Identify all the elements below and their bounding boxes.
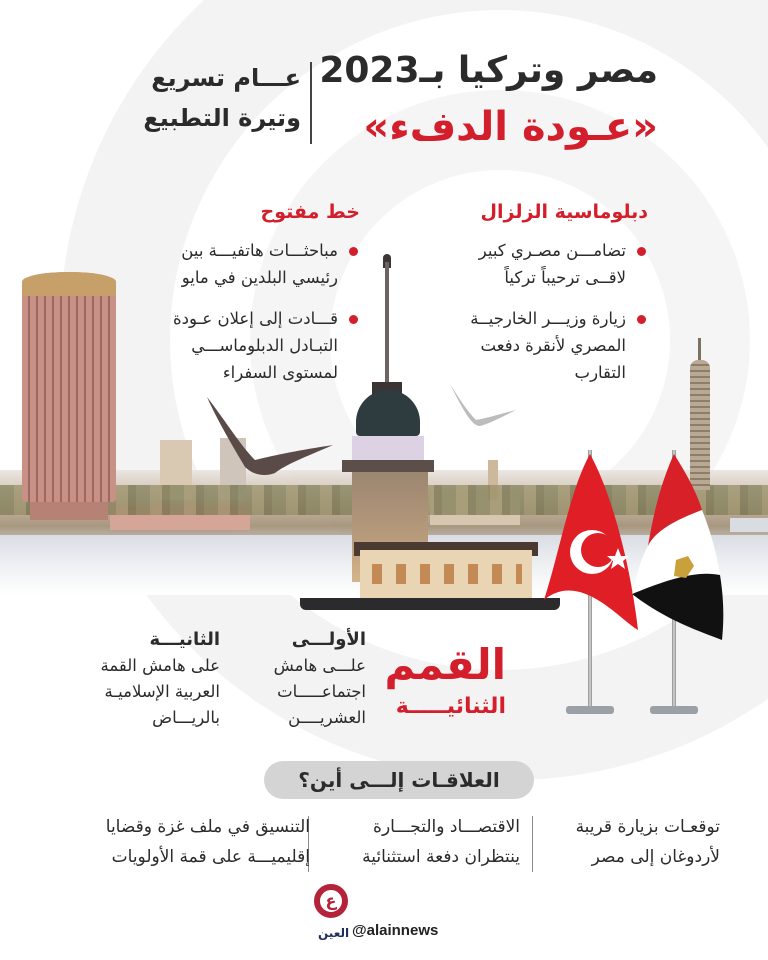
subtitle-line-2: وتيرة التطبيع (143, 104, 301, 132)
bullet-text: زيارة وزيـــر الخارجيــة (470, 309, 626, 328)
section-heading: دبلوماسية الزلزال (480, 201, 648, 223)
bullet-text: تضامـــن مصـري كبير (478, 241, 626, 260)
bullet-text: التبـادل الدبلوماســـي (191, 336, 338, 355)
summit-line: علـــى هامش (273, 656, 366, 675)
bullet-dot-icon (637, 247, 646, 256)
summit-line: اجتماعـــــات (277, 682, 366, 701)
summits-title-small: الثنائيـــــة (395, 694, 506, 719)
boat (730, 518, 768, 532)
earthquake-diplomacy-section (408, 195, 648, 400)
divider (532, 816, 533, 872)
skyline-scene (0, 260, 768, 620)
relations-text: إقليميـــة على قمة الأولويات (111, 847, 310, 867)
bullet-item (120, 237, 360, 291)
section-heading: خط مفتوح (260, 201, 360, 223)
second-summit (50, 626, 220, 731)
relations-text: الاقتصـــاد والتجـــارة (373, 817, 520, 837)
summit-line: العربية الإسلاميـة (104, 682, 220, 701)
relations-text: توقعـات بزيارة قريبة (575, 817, 720, 837)
maiden-tower-balcony (342, 460, 434, 472)
relations-text: التنسيق في ملف غزة وقضايا (105, 817, 310, 837)
first-summit (236, 626, 366, 731)
summit-line: العشريــــن (288, 708, 366, 727)
bullet-item (120, 305, 360, 386)
seagull-icon (205, 395, 335, 485)
summits-title (385, 640, 507, 724)
logo-text: العين (318, 926, 350, 940)
cairo-tower-spire (698, 338, 701, 362)
relations-item (520, 812, 720, 872)
relations-text: لأردوغان إلى مصر (591, 847, 720, 867)
turkey-flag-base (566, 706, 614, 714)
relations-text: ينتظران دفعة استثنائية (362, 847, 520, 867)
maiden-tower-windows (372, 564, 522, 584)
bullet-dot-icon (637, 315, 646, 324)
relations-pill: العلاقـات إلـــى أين؟ (264, 761, 534, 799)
bullet-text: مباحثـــات هاتفيـــة بين (181, 241, 338, 260)
sofitel-tower (22, 272, 116, 502)
summit-title: الثانيـــة (149, 629, 220, 650)
alain-logo-glyph: ع (325, 891, 337, 910)
subtitle-line-1: عـــام تسريع (151, 64, 301, 92)
bullet-dot-icon (349, 315, 358, 324)
bullet-item (408, 237, 648, 291)
social-handle: @alainnews (352, 922, 439, 939)
bullet-item (408, 305, 648, 386)
bullet-text: لاقــى ترحيباً تركياً (504, 268, 626, 287)
bullet-text: المصري لأنقرة دفعت (480, 336, 626, 355)
bullet-text: رئيسي البلدين في مايو (181, 268, 338, 287)
bullet-dot-icon (349, 247, 358, 256)
egypt-flag-base (650, 706, 698, 714)
title-line-2: «عـودة الدفء» (363, 104, 658, 150)
maiden-tower-base (300, 598, 560, 610)
relations-item (310, 812, 520, 872)
main-title (298, 48, 658, 154)
summits-title-big: القمم (384, 640, 506, 689)
relations-item (40, 812, 310, 872)
bullet-text: التقارب (574, 363, 626, 382)
summit-line: بالريـــاض (152, 708, 220, 727)
summit-title: الأولـــى (291, 629, 366, 650)
bullet-text: لمستوى السفراء (222, 363, 338, 382)
maiden-tower-spire (385, 262, 389, 392)
subtitle (96, 58, 301, 138)
egypt-flag-icon (626, 450, 730, 650)
sofitel-tower-base (30, 502, 108, 520)
open-line-section (120, 195, 360, 400)
header-divider (310, 62, 312, 144)
sofitel-tower-top (22, 272, 116, 296)
bullet-text: قـــادت إلى إعلان عـودة (173, 309, 338, 328)
summit-line: على هامش القمة (100, 656, 220, 675)
title-line-1: مصر وتركيا بـ2023 (319, 50, 658, 91)
